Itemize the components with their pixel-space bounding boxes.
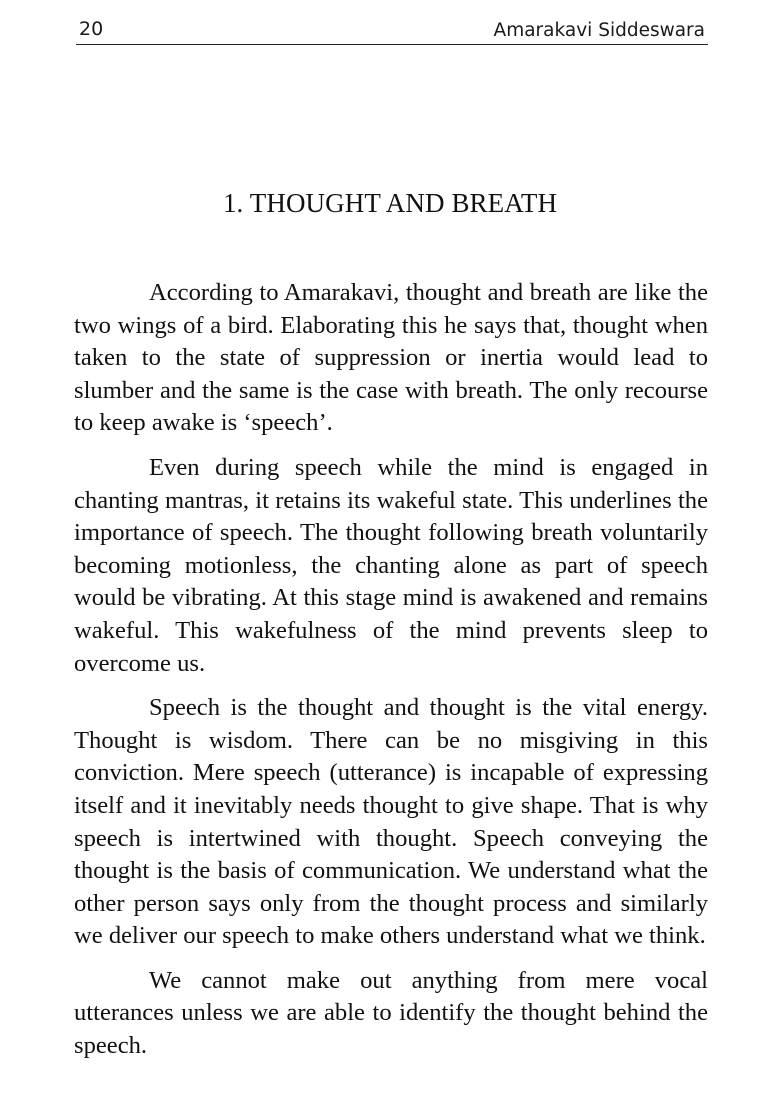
chapter-title: 1. THOUGHT AND BREATH [222, 188, 558, 218]
paragraph-3: Speech is the thought and thought is the vital energy. Thought is wisdom. There can be no misgiving in this conviction. Mere speech (utterance) is incapable of expressing itself and it inevitably needs thought to give shape. That is why speech is intertwined with thought. Speech conveying the thought is the basis of communication. We understand what the other person says only from the thought process and similarly we deliver our speech to make others understand what we think. [74, 694, 708, 950]
page-number: 20 [79, 18, 104, 40]
body-text [74, 277, 708, 1075]
paragraph-1: According to Amarakavi, thought and breath are like the two wings of a bird. Elaborating this he says that, thought when taken to the state of suppression or inertia would lead to slumber and the same is the case with breath. The only recourse to keep awake is ‘speech’. [74, 279, 708, 437]
page-header [76, 16, 708, 45]
running-title: Amarakavi Siddeswara [493, 20, 705, 41]
paragraph-4: We cannot make out anything from mere vocal utterances unless we are able to identify the thought behind the speech. [74, 966, 708, 1060]
paragraph-2: Even during speech while the mind is engaged in chanting mantras, it retains its wakeful state. This underlines the importance of speech. The thought following breath voluntarily becoming motionless, the chanting alone as part of speech would be vibrating. At this stage mind is awakened and remains wakeful. This wakefulness of the mind prevents sleep to overcome us. [74, 453, 708, 677]
